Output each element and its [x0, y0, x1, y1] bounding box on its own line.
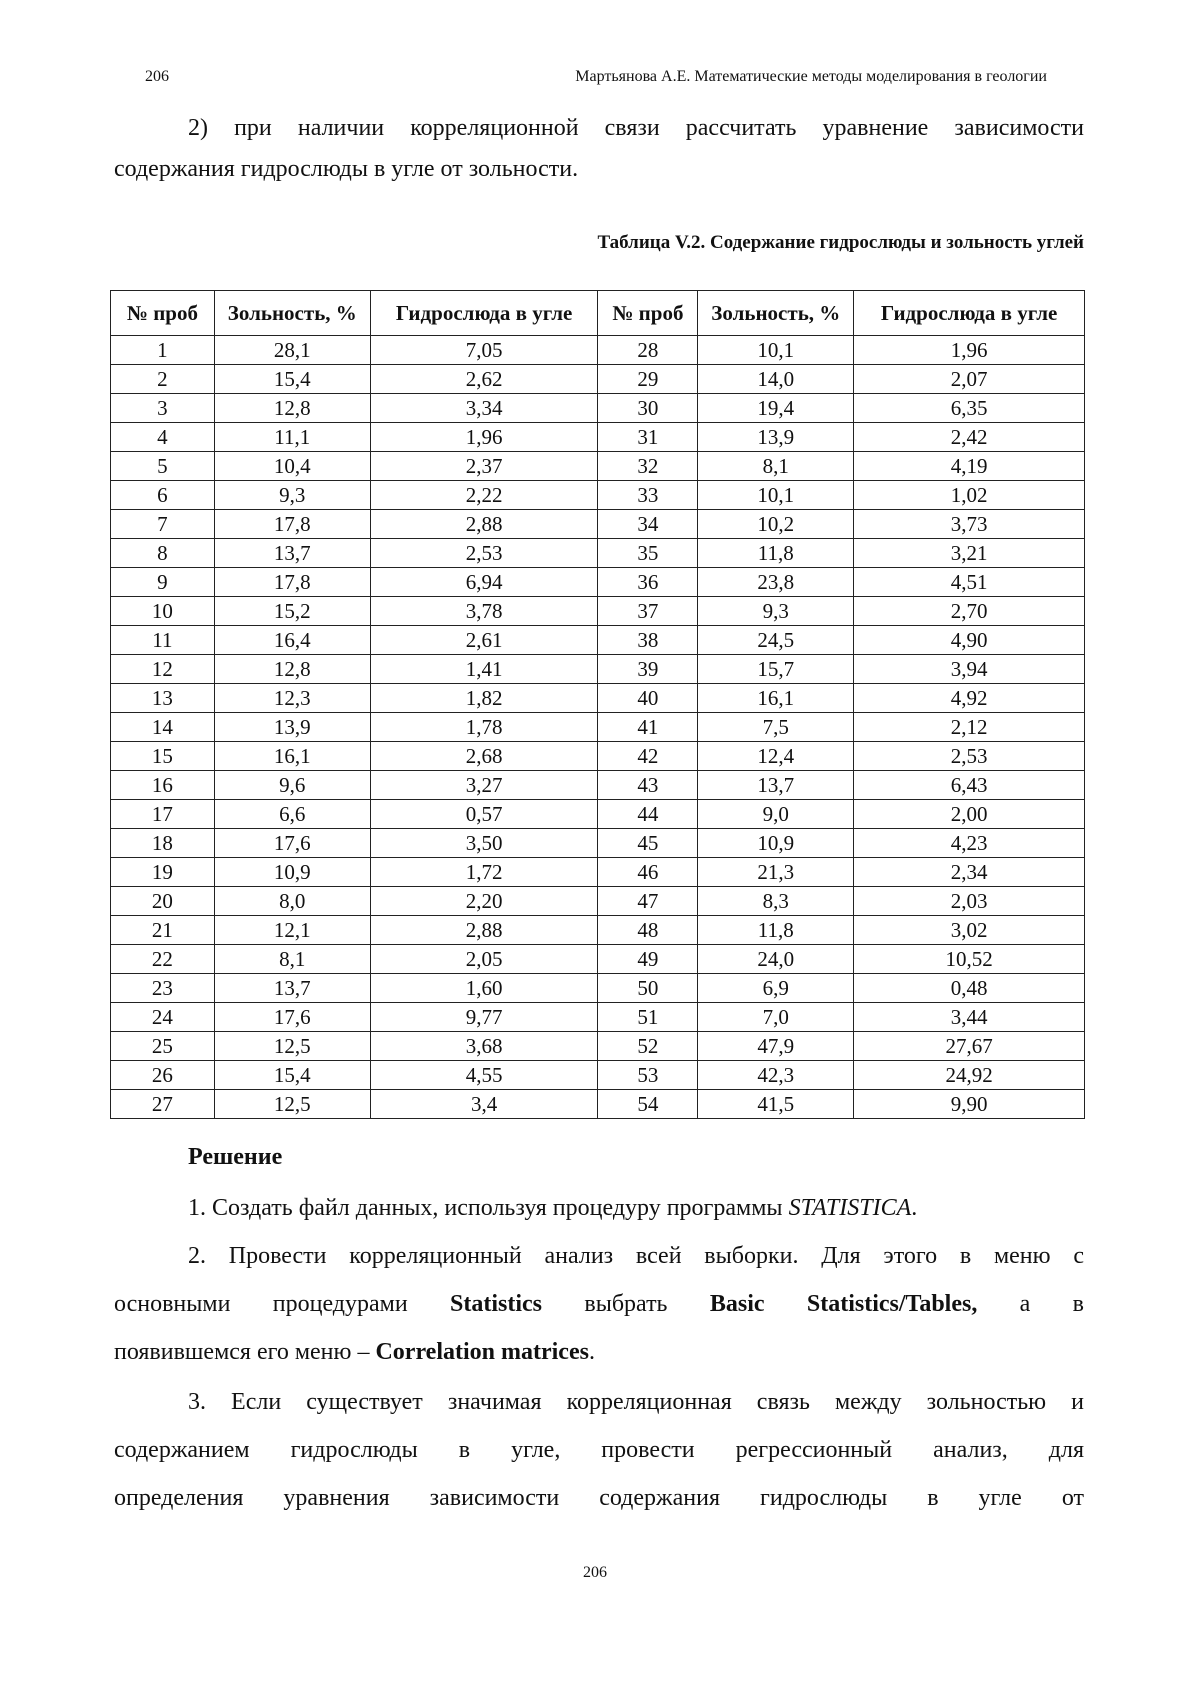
- table-cell: 23: [111, 974, 215, 1003]
- table-cell: 19: [111, 858, 215, 887]
- table-row: [111, 916, 1085, 945]
- table-row: [111, 713, 1085, 742]
- table-cell: 49: [598, 945, 698, 974]
- table-cell: 8,3: [698, 887, 854, 916]
- table-cell: 50: [598, 974, 698, 1003]
- table-cell: 41,5: [698, 1090, 854, 1119]
- table-row: [111, 974, 1085, 1003]
- menu-basic-statistics: Basic Statistics/Tables,: [709, 1291, 978, 1317]
- table-cell: 21,3: [698, 858, 854, 887]
- table-row: [111, 771, 1085, 800]
- table-row: [111, 365, 1085, 394]
- table-cell: 1,96: [854, 336, 1085, 365]
- column-header: Зольность, %: [214, 291, 370, 336]
- table-cell: 11,8: [698, 539, 854, 568]
- table-cell: 17,6: [214, 1003, 370, 1032]
- table-cell: 12,5: [214, 1090, 370, 1119]
- table-cell: 48: [598, 916, 698, 945]
- program-name: STATISTICA: [788, 1195, 912, 1221]
- table-cell: 17,6: [214, 829, 370, 858]
- table-cell: 3,4: [370, 1090, 598, 1119]
- table-cell: 7,05: [370, 336, 598, 365]
- page-header: [0, 68, 1190, 90]
- table-cell: 2,53: [370, 539, 598, 568]
- table-row: [111, 945, 1085, 974]
- table-cell: 10,1: [698, 336, 854, 365]
- table-cell: 2,03: [854, 887, 1085, 916]
- table-cell: 34: [598, 510, 698, 539]
- table-cell: 3,02: [854, 916, 1085, 945]
- table-cell: 2,07: [854, 365, 1085, 394]
- table-cell: 45: [598, 829, 698, 858]
- table-cell: 6,9: [698, 974, 854, 1003]
- table-cell: 13,7: [214, 539, 370, 568]
- table-cell: 2: [111, 365, 215, 394]
- table-cell: 12,4: [698, 742, 854, 771]
- table-cell: 3,21: [854, 539, 1085, 568]
- table-cell: 36: [598, 568, 698, 597]
- table-cell: 9,0: [698, 800, 854, 829]
- table-cell: 10,2: [698, 510, 854, 539]
- table-cell: 41: [598, 713, 698, 742]
- table-cell: 5: [111, 452, 215, 481]
- data-table: [110, 290, 1085, 1119]
- table-cell: 2,53: [854, 742, 1085, 771]
- table-cell: 6,43: [854, 771, 1085, 800]
- step-3-line-1: 3. Если существует значимая корреляционная связь между зольностью и: [188, 1389, 1084, 1415]
- table-row: [111, 829, 1085, 858]
- table-cell: 12,1: [214, 916, 370, 945]
- table-cell: 3: [111, 394, 215, 423]
- table-cell: 2,61: [370, 626, 598, 655]
- table-cell: 4: [111, 423, 215, 452]
- table-cell: 42,3: [698, 1061, 854, 1090]
- table-cell: 11: [111, 626, 215, 655]
- step-3-line-3: определения уравнения зависимости содержания гидрослюды в угле от: [114, 1485, 1084, 1511]
- intro-line-1: 2) при наличии корреляционной связи рассчитать уравнение зависимости: [188, 115, 1084, 141]
- table-cell: 1,72: [370, 858, 598, 887]
- table-row: [111, 510, 1085, 539]
- table-cell: 7: [111, 510, 215, 539]
- table-cell: 13,9: [214, 713, 370, 742]
- table-cell: 8: [111, 539, 215, 568]
- table-cell: 3,73: [854, 510, 1085, 539]
- table-cell: 39: [598, 655, 698, 684]
- step-2-text-f: появившемся его меню –: [114, 1339, 376, 1365]
- column-header: Зольность, %: [698, 291, 854, 336]
- step-3-line-2: содержанием гидрослюды в угле, провести регрессионный анализ, для: [114, 1437, 1084, 1463]
- table-cell: 19,4: [698, 394, 854, 423]
- table-cell: 4,19: [854, 452, 1085, 481]
- header-page-number: 206: [145, 68, 169, 85]
- table-cell: 28: [598, 336, 698, 365]
- table-cell: 11,8: [698, 916, 854, 945]
- table-cell: 2,00: [854, 800, 1085, 829]
- table-cell: 27,67: [854, 1032, 1085, 1061]
- table-cell: 25: [111, 1032, 215, 1061]
- table-row: [111, 539, 1085, 568]
- column-header: Гидрослюда в угле: [854, 291, 1085, 336]
- table-cell: 17: [111, 800, 215, 829]
- solution-heading: Решение: [188, 1144, 283, 1170]
- table-cell: 32: [598, 452, 698, 481]
- table-cell: 1: [111, 336, 215, 365]
- table-row: [111, 655, 1085, 684]
- table-cell: 1,96: [370, 423, 598, 452]
- table-row: [111, 1061, 1085, 1090]
- header-row: [111, 291, 1085, 336]
- table-cell: 2,42: [854, 423, 1085, 452]
- table-cell: 20: [111, 887, 215, 916]
- table-cell: 2,05: [370, 945, 598, 974]
- table-cell: 13,7: [698, 771, 854, 800]
- table-cell: 9,90: [854, 1090, 1085, 1119]
- table-cell: 2,62: [370, 365, 598, 394]
- table-cell: 12,8: [214, 655, 370, 684]
- table-cell: 6,6: [214, 800, 370, 829]
- running-title: Мартьянова А.Е. Математические методы моделирования в геологии: [575, 68, 1047, 85]
- table-cell: 1,60: [370, 974, 598, 1003]
- table-row: [111, 481, 1085, 510]
- table-cell: 11,1: [214, 423, 370, 452]
- table-row: [111, 568, 1085, 597]
- table-cell: 35: [598, 539, 698, 568]
- step-2-text-a: основными процедурами: [114, 1291, 451, 1317]
- table-cell: 10,52: [854, 945, 1085, 974]
- table-cell: 47,9: [698, 1032, 854, 1061]
- table-cell: 30: [598, 394, 698, 423]
- step-2-text-c: выбрать: [542, 1291, 710, 1317]
- table-cell: 0,57: [370, 800, 598, 829]
- table-cell: 15,2: [214, 597, 370, 626]
- table-row: [111, 423, 1085, 452]
- table-cell: 54: [598, 1090, 698, 1119]
- table-row: [111, 887, 1085, 916]
- table-cell: 6,94: [370, 568, 598, 597]
- table-cell: 7,5: [698, 713, 854, 742]
- table-cell: 21: [111, 916, 215, 945]
- table-cell: 28,1: [214, 336, 370, 365]
- table-cell: 16,1: [214, 742, 370, 771]
- table-cell: 18: [111, 829, 215, 858]
- table-row: [111, 1003, 1085, 1032]
- table-cell: 24,92: [854, 1061, 1085, 1090]
- table-cell: 3,44: [854, 1003, 1085, 1032]
- table-cell: 42: [598, 742, 698, 771]
- table-row: [111, 858, 1085, 887]
- table-row: [111, 1090, 1085, 1119]
- menu-statistics: Statistics: [450, 1291, 543, 1317]
- table-cell: 8,1: [214, 945, 370, 974]
- table-cell: 3,34: [370, 394, 598, 423]
- table-row: [111, 336, 1085, 365]
- table-row: [111, 626, 1085, 655]
- table-row: [111, 742, 1085, 771]
- table-row: [111, 452, 1085, 481]
- table-cell: 8,1: [698, 452, 854, 481]
- table-cell: 44: [598, 800, 698, 829]
- table-cell: 1,82: [370, 684, 598, 713]
- step-2-line-1: 2. Провести корреляционный анализ всей выборки. Для этого в меню с: [188, 1243, 1084, 1269]
- table-cell: 52: [598, 1032, 698, 1061]
- table-cell: 2,37: [370, 452, 598, 481]
- table-cell: 13,9: [698, 423, 854, 452]
- table-cell: 9,3: [698, 597, 854, 626]
- table-cell: 15,7: [698, 655, 854, 684]
- intro-line-2: содержания гидрослюды в угле от зольности.: [114, 156, 579, 182]
- table-cell: 27: [111, 1090, 215, 1119]
- table-cell: 4,92: [854, 684, 1085, 713]
- table-cell: 38: [598, 626, 698, 655]
- table-cell: 47: [598, 887, 698, 916]
- table-cell: 14,0: [698, 365, 854, 394]
- table-cell: 3,94: [854, 655, 1085, 684]
- table-cell: 7,0: [698, 1003, 854, 1032]
- table-caption: Таблица V.2. Содержание гидрослюды и зольность углей: [597, 232, 1084, 253]
- table-cell: 3,68: [370, 1032, 598, 1061]
- table-cell: 12,3: [214, 684, 370, 713]
- table-cell: 6,35: [854, 394, 1085, 423]
- table-cell: 2,12: [854, 713, 1085, 742]
- step-2-line-3: [114, 1329, 1084, 1376]
- table-cell: 3,78: [370, 597, 598, 626]
- table-cell: 51: [598, 1003, 698, 1032]
- table-cell: 12: [111, 655, 215, 684]
- table-cell: 13,7: [214, 974, 370, 1003]
- table-cell: 17,8: [214, 568, 370, 597]
- table-cell: 4,23: [854, 829, 1085, 858]
- table-cell: 1,78: [370, 713, 598, 742]
- table-cell: 8,0: [214, 887, 370, 916]
- table-header: [111, 291, 1085, 336]
- table-cell: 26: [111, 1061, 215, 1090]
- table-cell: 2,70: [854, 597, 1085, 626]
- table-cell: 14: [111, 713, 215, 742]
- table-cell: 31: [598, 423, 698, 452]
- table-cell: 2,88: [370, 916, 598, 945]
- page-footer-number: 206: [583, 1564, 607, 1581]
- table-cell: 1,02: [854, 481, 1085, 510]
- table-cell: 15: [111, 742, 215, 771]
- table-cell: 53: [598, 1061, 698, 1090]
- table-cell: 10,4: [214, 452, 370, 481]
- column-header: Гидрослюда в угле: [370, 291, 598, 336]
- menu-correlation-matrices: Correlation matrices: [375, 1339, 589, 1365]
- table-body: [111, 336, 1085, 1119]
- table-cell: 37: [598, 597, 698, 626]
- table-cell: 2,22: [370, 481, 598, 510]
- table-cell: 40: [598, 684, 698, 713]
- table-row: [111, 684, 1085, 713]
- table-cell: 9,3: [214, 481, 370, 510]
- table-cell: 2,68: [370, 742, 598, 771]
- table-cell: 9,77: [370, 1003, 598, 1032]
- column-header: № проб: [598, 291, 698, 336]
- step-1: [114, 1185, 1084, 1232]
- table-cell: 22: [111, 945, 215, 974]
- step-2-text-g: .: [588, 1339, 595, 1365]
- table-row: [111, 800, 1085, 829]
- table-cell: 4,51: [854, 568, 1085, 597]
- table-cell: 2,34: [854, 858, 1085, 887]
- table-cell: 3,50: [370, 829, 598, 858]
- table-cell: 15,4: [214, 365, 370, 394]
- table-cell: 9,6: [214, 771, 370, 800]
- table-row: [111, 597, 1085, 626]
- table-cell: 29: [598, 365, 698, 394]
- table-cell: 43: [598, 771, 698, 800]
- table-cell: 10,9: [214, 858, 370, 887]
- table-cell: 10: [111, 597, 215, 626]
- table-cell: 24: [111, 1003, 215, 1032]
- table-cell: 6: [111, 481, 215, 510]
- step-1-text: 1. Создать файл данных, используя процедуру программы: [188, 1195, 789, 1221]
- table-cell: 13: [111, 684, 215, 713]
- table-cell: 46: [598, 858, 698, 887]
- table-cell: 24,5: [698, 626, 854, 655]
- step-2-text-e: а в: [977, 1291, 1085, 1317]
- table-cell: 17,8: [214, 510, 370, 539]
- table-cell: 24,0: [698, 945, 854, 974]
- table-cell: 2,88: [370, 510, 598, 539]
- table-cell: 1,41: [370, 655, 598, 684]
- table-cell: 33: [598, 481, 698, 510]
- table-cell: 2,20: [370, 887, 598, 916]
- table-cell: 0,48: [854, 974, 1085, 1003]
- table-cell: 16: [111, 771, 215, 800]
- column-header: № проб: [111, 291, 215, 336]
- table-row: [111, 394, 1085, 423]
- table-cell: 3,27: [370, 771, 598, 800]
- table-cell: 15,4: [214, 1061, 370, 1090]
- table-cell: 10,9: [698, 829, 854, 858]
- table-cell: 16,4: [214, 626, 370, 655]
- table-cell: 23,8: [698, 568, 854, 597]
- step-2-line-2: [114, 1281, 1084, 1328]
- table-cell: 9: [111, 568, 215, 597]
- table-cell: 16,1: [698, 684, 854, 713]
- table-row: [111, 1032, 1085, 1061]
- table-cell: 4,55: [370, 1061, 598, 1090]
- table-cell: 4,90: [854, 626, 1085, 655]
- table-cell: 12,8: [214, 394, 370, 423]
- table-cell: 12,5: [214, 1032, 370, 1061]
- step-1-end: .: [911, 1195, 918, 1221]
- table-cell: 10,1: [698, 481, 854, 510]
